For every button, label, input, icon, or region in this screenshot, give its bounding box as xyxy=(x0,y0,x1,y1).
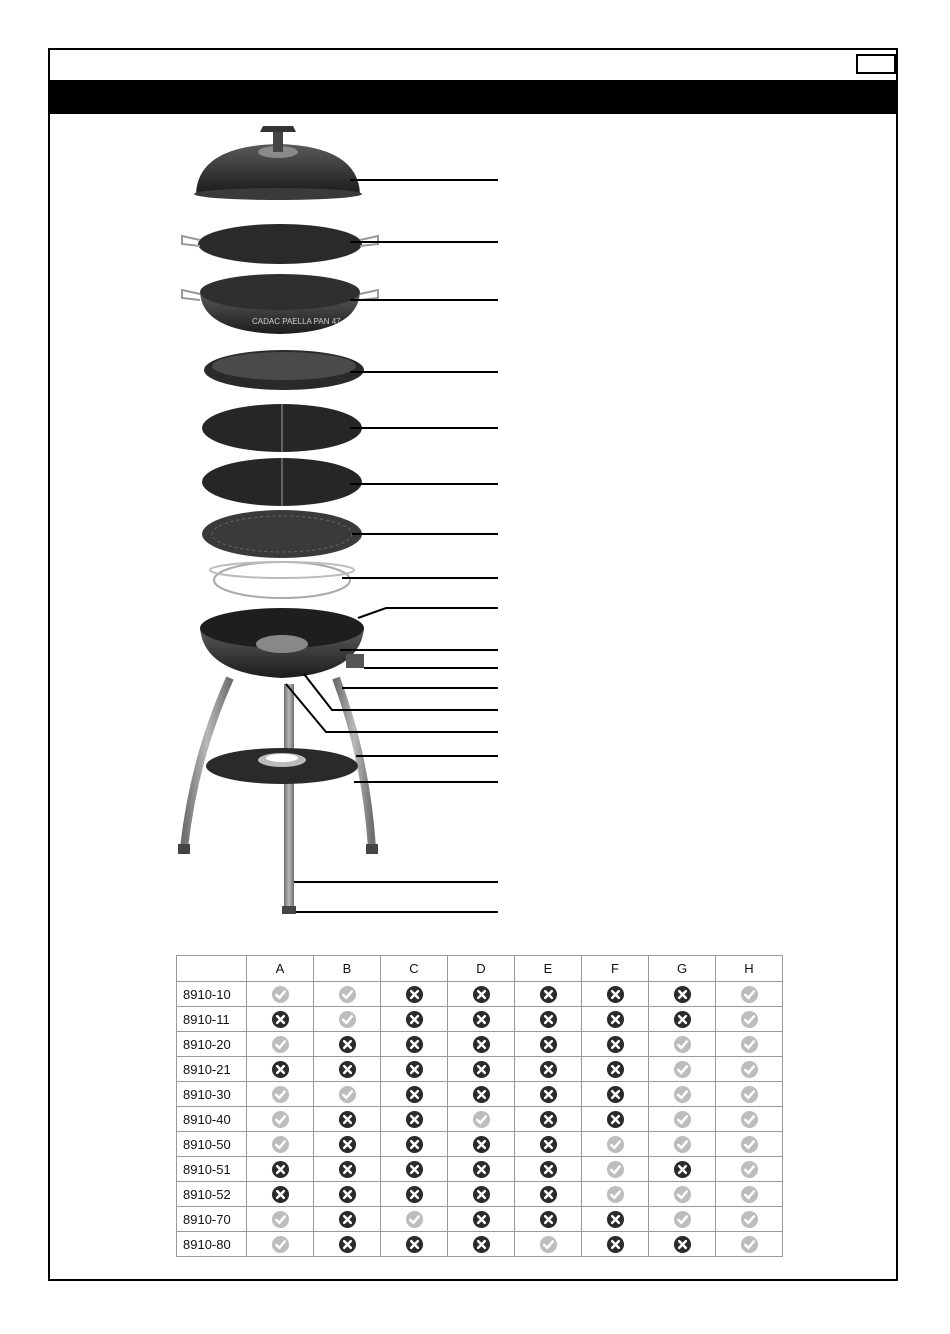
cross-icon xyxy=(338,1060,357,1079)
availability-cell xyxy=(247,1007,314,1032)
availability-cell xyxy=(448,1032,515,1057)
model-number: 8910-50 xyxy=(177,1132,247,1157)
availability-cell xyxy=(448,1157,515,1182)
availability-cell xyxy=(381,1207,448,1232)
availability-cell xyxy=(247,1232,314,1257)
availability-cell xyxy=(314,982,381,1007)
grill-grid xyxy=(202,510,362,558)
availability-cell xyxy=(716,1132,783,1157)
table-row xyxy=(177,1132,783,1157)
table-header-row xyxy=(177,956,783,982)
availability-cell xyxy=(649,1207,716,1232)
availability-cell xyxy=(582,1082,649,1107)
availability-cell xyxy=(582,982,649,1007)
cross-icon xyxy=(606,1060,625,1079)
dome-lid xyxy=(194,126,362,200)
check-icon xyxy=(472,1110,491,1129)
availability-cell xyxy=(448,1082,515,1107)
availability-cell xyxy=(515,1132,582,1157)
availability-cell xyxy=(649,1107,716,1132)
availability-cell xyxy=(716,1082,783,1107)
availability-cell xyxy=(582,1032,649,1057)
model-number: 8910-40 xyxy=(177,1107,247,1132)
cross-icon xyxy=(472,985,491,1004)
table-row xyxy=(177,1157,783,1182)
cross-icon xyxy=(539,985,558,1004)
cross-icon xyxy=(673,1010,692,1029)
availability-cell xyxy=(314,1032,381,1057)
check-icon xyxy=(405,1210,424,1229)
availability-cell xyxy=(448,1057,515,1082)
column-header: A xyxy=(247,956,314,982)
availability-cell xyxy=(381,1232,448,1257)
availability-cell xyxy=(381,1107,448,1132)
cross-icon xyxy=(539,1060,558,1079)
check-icon xyxy=(740,1110,759,1129)
check-icon xyxy=(673,1135,692,1154)
reversible-grill-plate-2 xyxy=(202,458,362,506)
check-icon xyxy=(271,1210,290,1229)
availability-cell xyxy=(716,1107,783,1132)
cross-icon xyxy=(405,1135,424,1154)
availability-cell xyxy=(515,1157,582,1182)
cross-icon xyxy=(405,1235,424,1254)
model-number: 8910-80 xyxy=(177,1232,247,1257)
burner-bowl xyxy=(200,608,364,678)
column-header: D xyxy=(448,956,515,982)
cross-icon xyxy=(405,985,424,1004)
model-number: 8910-52 xyxy=(177,1182,247,1207)
cross-icon xyxy=(673,1235,692,1254)
availability-cell xyxy=(515,1007,582,1032)
availability-cell xyxy=(649,1132,716,1157)
model-number: 8910-20 xyxy=(177,1032,247,1057)
availability-cell xyxy=(716,1157,783,1182)
cross-icon xyxy=(472,1235,491,1254)
availability-cell xyxy=(381,1132,448,1157)
availability-cell xyxy=(247,1182,314,1207)
availability-cell xyxy=(448,982,515,1007)
cross-icon xyxy=(606,985,625,1004)
cross-icon xyxy=(539,1135,558,1154)
table-row xyxy=(177,1057,783,1082)
column-header: E xyxy=(515,956,582,982)
availability-cell xyxy=(649,1182,716,1207)
availability-cell xyxy=(448,1207,515,1232)
check-icon xyxy=(271,1035,290,1054)
availability-cell xyxy=(448,1107,515,1132)
availability-cell xyxy=(247,1132,314,1157)
cross-icon xyxy=(606,1210,625,1229)
availability-cell xyxy=(649,1007,716,1032)
check-icon xyxy=(271,1235,290,1254)
check-icon xyxy=(740,1160,759,1179)
availability-cell xyxy=(582,1132,649,1157)
check-icon xyxy=(338,985,357,1004)
availability-cell xyxy=(314,1182,381,1207)
availability-cell xyxy=(247,1057,314,1082)
cross-icon xyxy=(539,1110,558,1129)
cross-icon xyxy=(606,1085,625,1104)
check-icon xyxy=(673,1210,692,1229)
table-row xyxy=(177,982,783,1007)
cross-icon xyxy=(405,1110,424,1129)
availability-cell xyxy=(515,1057,582,1082)
cross-icon xyxy=(271,1160,290,1179)
availability-cell xyxy=(582,1057,649,1082)
table-row xyxy=(177,1107,783,1132)
availability-cell xyxy=(448,1007,515,1032)
model-number: 8910-11 xyxy=(177,1007,247,1032)
availability-cell xyxy=(381,1057,448,1082)
availability-cell xyxy=(716,1007,783,1032)
cross-icon xyxy=(606,1110,625,1129)
column-header: H xyxy=(716,956,783,982)
check-icon xyxy=(338,1010,357,1029)
cross-icon xyxy=(405,1010,424,1029)
check-icon xyxy=(673,1185,692,1204)
model-number: 8910-21 xyxy=(177,1057,247,1082)
check-icon xyxy=(673,1035,692,1054)
check-icon xyxy=(673,1110,692,1129)
table-body xyxy=(177,982,783,1257)
table-row xyxy=(177,1232,783,1257)
availability-cell xyxy=(381,1032,448,1057)
cross-icon xyxy=(338,1135,357,1154)
availability-cell xyxy=(649,1057,716,1082)
availability-cell xyxy=(448,1232,515,1257)
availability-cell xyxy=(716,1032,783,1057)
check-icon xyxy=(271,1085,290,1104)
model-number: 8910-30 xyxy=(177,1082,247,1107)
availability-cell xyxy=(649,1032,716,1057)
availability-cell xyxy=(381,982,448,1007)
availability-cell xyxy=(448,1182,515,1207)
cross-icon xyxy=(338,1235,357,1254)
model-number: 8910-10 xyxy=(177,982,247,1007)
check-icon xyxy=(673,1085,692,1104)
page-number-box xyxy=(856,54,896,74)
column-header: C xyxy=(381,956,448,982)
check-icon xyxy=(606,1160,625,1179)
availability-cell xyxy=(314,1057,381,1082)
availability-cell xyxy=(515,1232,582,1257)
cross-icon xyxy=(472,1060,491,1079)
cartridge-tray xyxy=(206,748,358,784)
availability-cell xyxy=(247,1207,314,1232)
cross-icon xyxy=(539,1185,558,1204)
cross-icon xyxy=(271,1060,290,1079)
availability-cell xyxy=(582,1107,649,1132)
availability-cell xyxy=(247,1107,314,1132)
check-icon xyxy=(606,1185,625,1204)
cross-icon xyxy=(405,1185,424,1204)
exploded-parts-diagram xyxy=(160,118,505,918)
availability-cell xyxy=(247,982,314,1007)
column-header: F xyxy=(582,956,649,982)
availability-cell xyxy=(515,1082,582,1107)
check-icon xyxy=(673,1060,692,1079)
cross-icon xyxy=(472,1010,491,1029)
availability-cell xyxy=(582,1007,649,1032)
cross-icon xyxy=(338,1110,357,1129)
availability-cell xyxy=(314,1007,381,1032)
availability-cell xyxy=(314,1207,381,1232)
cross-icon xyxy=(472,1135,491,1154)
availability-cell xyxy=(247,1082,314,1107)
availability-cell xyxy=(582,1182,649,1207)
availability-cell xyxy=(716,982,783,1007)
availability-cell xyxy=(314,1232,381,1257)
model-number: 8910-70 xyxy=(177,1207,247,1232)
cross-icon xyxy=(472,1160,491,1179)
availability-cell xyxy=(716,1207,783,1232)
availability-cell xyxy=(314,1082,381,1107)
column-header: B xyxy=(314,956,381,982)
check-icon xyxy=(606,1135,625,1154)
cross-icon xyxy=(539,1010,558,1029)
compatibility-table xyxy=(176,955,783,1257)
column-header: G xyxy=(649,956,716,982)
availability-cell xyxy=(582,1207,649,1232)
cross-icon xyxy=(673,985,692,1004)
header-bar xyxy=(50,80,898,114)
check-icon xyxy=(271,985,290,1004)
cross-icon xyxy=(271,1010,290,1029)
cross-icon xyxy=(472,1210,491,1229)
availability-cell xyxy=(381,1182,448,1207)
cross-icon xyxy=(405,1160,424,1179)
availability-cell xyxy=(582,1157,649,1182)
check-icon xyxy=(740,985,759,1004)
availability-cell xyxy=(515,1182,582,1207)
availability-cell xyxy=(314,1157,381,1182)
availability-cell xyxy=(247,1157,314,1182)
availability-cell xyxy=(381,1007,448,1032)
check-icon xyxy=(539,1235,558,1254)
availability-cell xyxy=(515,1107,582,1132)
cross-icon xyxy=(338,1035,357,1054)
corner-cell xyxy=(177,956,247,982)
availability-cell xyxy=(515,1032,582,1057)
support-ring xyxy=(210,562,354,598)
cross-icon xyxy=(606,1010,625,1029)
paella-pan xyxy=(182,274,378,334)
cross-icon xyxy=(338,1160,357,1179)
cross-icon xyxy=(338,1210,357,1229)
table-row xyxy=(177,1207,783,1232)
cross-icon xyxy=(405,1060,424,1079)
check-icon xyxy=(740,1135,759,1154)
availability-cell xyxy=(314,1107,381,1132)
availability-cell xyxy=(649,1082,716,1107)
cross-icon xyxy=(405,1035,424,1054)
check-icon xyxy=(740,1060,759,1079)
cross-icon xyxy=(472,1035,491,1054)
table-row xyxy=(177,1182,783,1207)
table-row xyxy=(177,1032,783,1057)
cross-icon xyxy=(338,1185,357,1204)
check-icon xyxy=(271,1110,290,1129)
cross-icon xyxy=(539,1210,558,1229)
availability-cell xyxy=(448,1132,515,1157)
cross-icon xyxy=(539,1085,558,1104)
check-icon xyxy=(740,1085,759,1104)
flat-pan xyxy=(204,350,364,390)
cross-icon xyxy=(472,1085,491,1104)
legs xyxy=(178,678,378,914)
check-icon xyxy=(740,1185,759,1204)
table-row xyxy=(177,1007,783,1032)
check-icon xyxy=(740,1210,759,1229)
cross-icon xyxy=(271,1185,290,1204)
griddle-plate xyxy=(182,224,378,264)
availability-cell xyxy=(649,1157,716,1182)
availability-cell xyxy=(716,1057,783,1082)
check-icon xyxy=(271,1135,290,1154)
model-number: 8910-51 xyxy=(177,1157,247,1182)
availability-cell xyxy=(314,1132,381,1157)
table-row xyxy=(177,1082,783,1107)
cross-icon xyxy=(606,1035,625,1054)
cross-icon xyxy=(606,1235,625,1254)
cross-icon xyxy=(673,1160,692,1179)
cross-icon xyxy=(539,1160,558,1179)
availability-cell xyxy=(381,1082,448,1107)
cross-icon xyxy=(472,1185,491,1204)
availability-cell xyxy=(582,1232,649,1257)
availability-cell xyxy=(381,1157,448,1182)
reversible-grill-plate-1 xyxy=(202,404,362,452)
availability-cell xyxy=(649,982,716,1007)
paella-pan-label: CADAC PAELLA PAN 47 xyxy=(252,317,341,326)
cross-icon xyxy=(405,1085,424,1104)
check-icon xyxy=(740,1010,759,1029)
cross-icon xyxy=(539,1035,558,1054)
check-icon xyxy=(740,1235,759,1254)
availability-cell xyxy=(515,982,582,1007)
availability-cell xyxy=(716,1182,783,1207)
availability-cell xyxy=(649,1232,716,1257)
availability-cell xyxy=(716,1232,783,1257)
check-icon xyxy=(740,1035,759,1054)
availability-cell xyxy=(247,1032,314,1057)
availability-cell xyxy=(515,1207,582,1232)
check-icon xyxy=(338,1085,357,1104)
